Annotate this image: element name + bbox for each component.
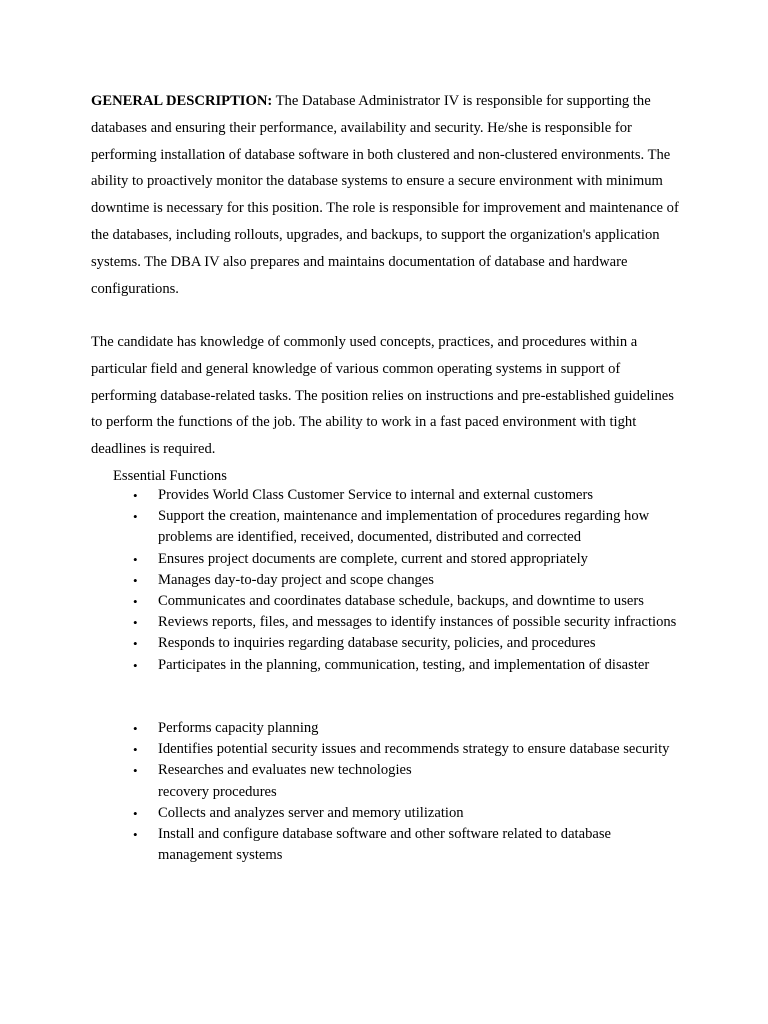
list-item (0, 718, 768, 739)
list-item (0, 591, 768, 612)
bullet-icon: • (133, 657, 138, 673)
list-item (0, 570, 768, 591)
candidate-paragraph: The candidate has knowledge of commonly used concepts, practices, and procedures within a particular field and general knowledge of various common operating systems in support of performing database-related tasks. The position relies on instructions and pre-established guidelines to perform the functions of the job. The ability to work in a fast paced environment with tight deadlines is required. (91, 334, 674, 458)
list-item-text: Reviews reports, files, and messages to identify instances of possible security infractions (158, 614, 677, 631)
general-description-label: GENERAL DESCRIPTION: (91, 93, 273, 109)
bullet-icon: • (133, 615, 138, 631)
list-item-text: Install and configure database software and other software related to database management systems (158, 826, 612, 864)
list-item-text: Support the creation, maintenance and implementation of procedures regarding how problems are identified, received, documented, distributed and corrected (158, 508, 650, 546)
list-item (0, 739, 768, 760)
bullet-icon: • (133, 827, 138, 843)
list-item (0, 485, 768, 506)
list-item (0, 612, 768, 633)
list-item-text: Communicates and coordinates database schedule, backups, and downtime to users (158, 593, 644, 610)
bullet-icon: • (133, 551, 138, 567)
list-item-text: Manages day-to-day project and scope changes (158, 571, 434, 588)
continuation-text: recovery procedures (158, 783, 277, 800)
list-item (0, 760, 768, 802)
list-item (0, 506, 768, 548)
list-item-text: Performs capacity planning (158, 720, 319, 736)
essential-functions-heading: Essential Functions (113, 468, 227, 484)
bullet-icon: • (133, 636, 138, 652)
essential-functions-list-a (0, 485, 768, 676)
list-item-text: Provides World Class Customer Service to internal and external customers (158, 487, 594, 503)
list-item-text: Identifies potential security issues and recommends strategy to ensure database security (158, 741, 670, 758)
list-item-text: Collects and analyzes server and memory utilization (158, 804, 464, 821)
list-item (0, 803, 768, 824)
list-item-text: Responds to inquiries regarding database security, policies, and procedures (158, 635, 596, 652)
bullet-icon: • (133, 572, 138, 588)
list-item (0, 633, 768, 654)
list-item (0, 549, 768, 570)
bullet-icon: • (133, 721, 138, 736)
list-item (0, 824, 768, 866)
bullet-icon: • (133, 509, 138, 525)
bullet-icon: • (133, 763, 138, 779)
bullet-icon: • (133, 742, 138, 758)
list-item (0, 655, 768, 676)
general-description-paragraph (91, 88, 681, 302)
bullet-icon: • (133, 488, 138, 503)
list-item-text: Ensures project documents are complete, current and stored appropriately (158, 550, 588, 567)
general-description-text: The Database Administrator IV is responsible for supporting the databases and ensuring their performance, availability and security. He/she is responsible for performing installation of database software in both clustered and non-clustered environments. The ability to proactively monitor the database systems to ensure a secure environment with minimum downtime is necessary for this position. The role is responsible for improvement and maintenance of the databases, including rollouts, upgrades, and backups, to support the organization's application systems. The DBA IV also prepares and maintains documentation of database and hardware configurations. (91, 93, 679, 297)
list-item-text: Researches and evaluates new technologies (158, 762, 412, 779)
list-item-text: Participates in the planning, communication, testing, and implementation of disaster (158, 656, 650, 673)
essential-functions-list-b (0, 718, 768, 866)
bullet-icon: • (133, 805, 138, 821)
bullet-icon: • (133, 594, 138, 610)
